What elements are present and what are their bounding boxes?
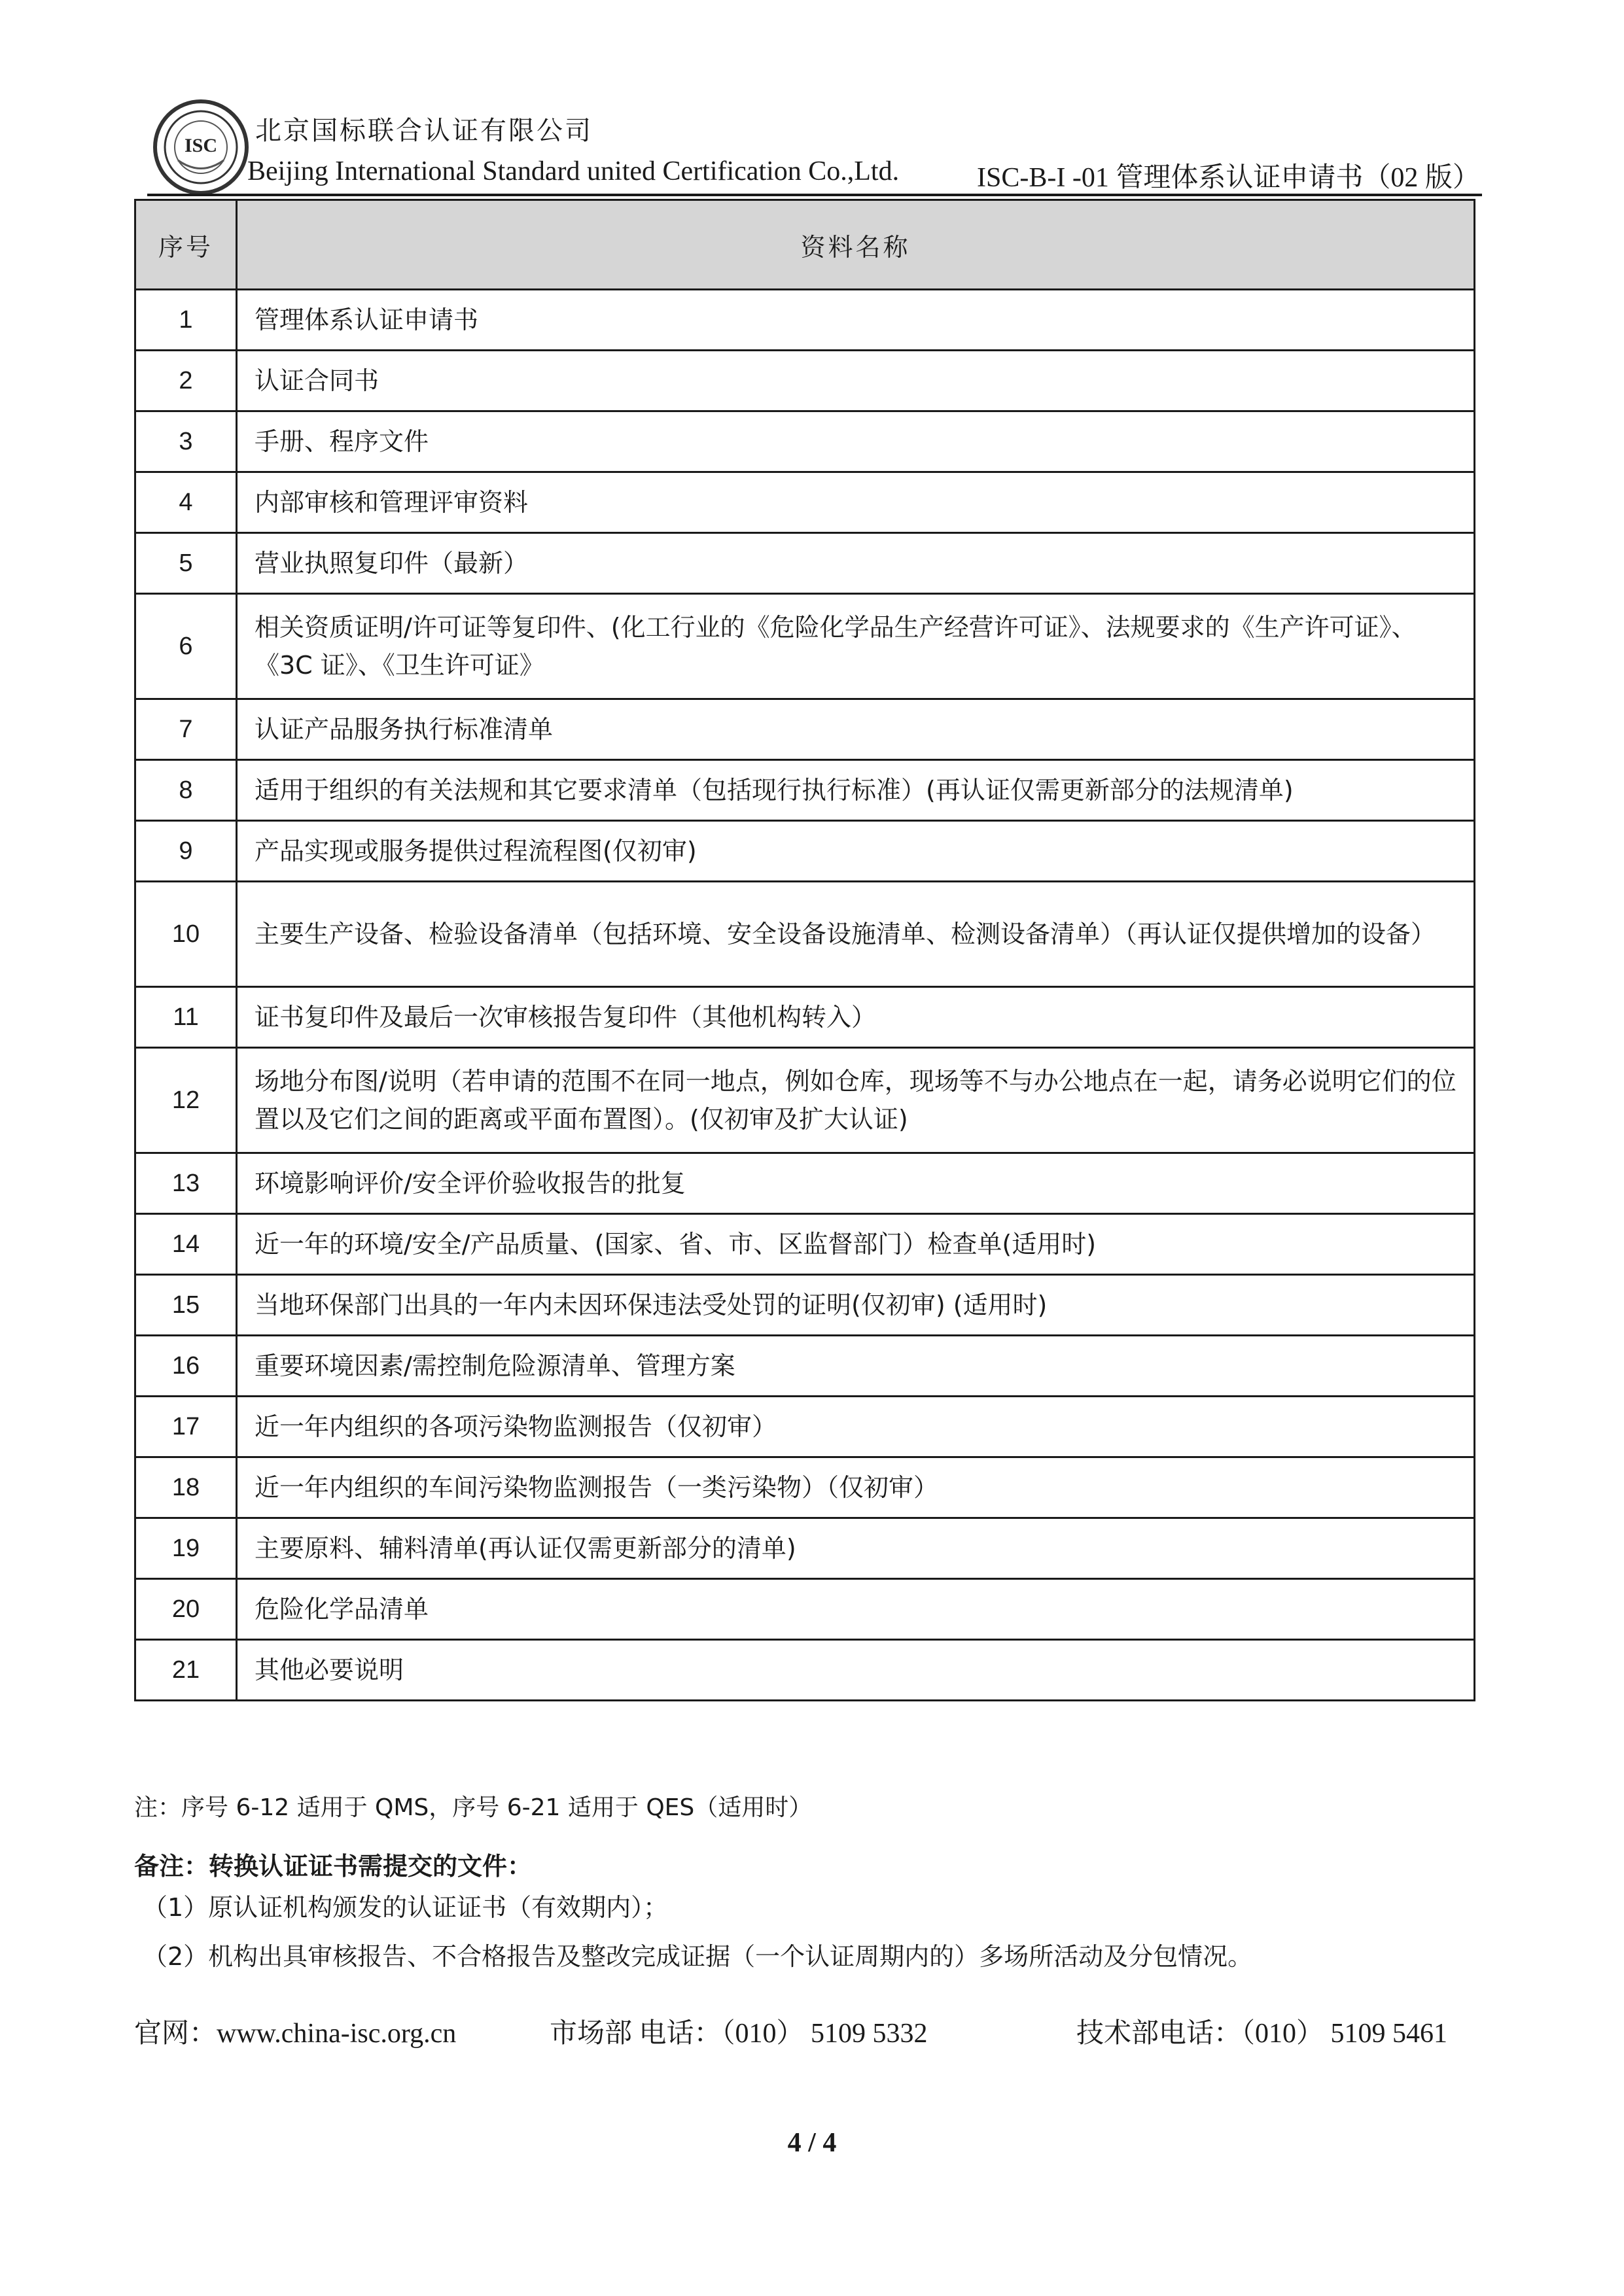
row-number: 12: [135, 1048, 237, 1153]
header-name: 资料名称: [237, 200, 1475, 290]
table-row: [135, 533, 1475, 594]
row-item-name: 适用于组织的有关法规和其它要求清单（包括现行执行标准）(再认证仅需更新部分的法规清单): [237, 760, 1475, 821]
row-number: 5: [135, 533, 237, 594]
footer-market-phone: 市场部 电话：（010） 5109 5332: [550, 2019, 928, 2049]
row-item-name: 证书复印件及最后一次审核报告复印件（其他机构转入）: [237, 987, 1475, 1048]
row-number: 13: [135, 1153, 237, 1214]
row-number: 21: [135, 1640, 237, 1701]
page-number: 4 / 4: [787, 2128, 837, 2158]
row-item-name: 其他必要说明: [237, 1640, 1475, 1701]
table-header-row: [135, 200, 1475, 290]
row-item-name: 营业执照复印件（最新）: [237, 533, 1475, 594]
row-number: 11: [135, 987, 237, 1048]
row-item-name: 相关资质证明/许可证等复印件、(化工行业的《危险化学品生产经营许可证》、法规要求的《生产许可证》、《3C 证》、《卫生许可证》: [237, 594, 1475, 699]
row-item-name: 场地分布图/说明（若申请的范围不在同一地点，例如仓库，现场等不与办公地点在一起，请务必说明它们的位置以及它们之间的距离或平面布置图）。(仅初审及扩大认证): [237, 1048, 1475, 1153]
header-no: 序号: [135, 200, 237, 290]
row-number: 16: [135, 1336, 237, 1397]
row-number: 2: [135, 351, 237, 411]
row-item-name: 近一年的环境/安全/产品质量、(国家、省、市、区监督部门）检查单(适用时): [237, 1214, 1475, 1275]
row-item-name: 产品实现或服务提供过程流程图(仅初审): [237, 821, 1475, 882]
row-number: 14: [135, 1214, 237, 1275]
table-row: [135, 699, 1475, 760]
row-number: 10: [135, 882, 237, 987]
table-row: [135, 1397, 1475, 1457]
row-item-name: 主要原料、辅料清单(再认证仅需更新部分的清单): [237, 1518, 1475, 1579]
row-item-name: 危险化学品清单: [237, 1579, 1475, 1640]
row-item-name: 认证产品服务执行标准清单: [237, 699, 1475, 760]
table-row: [135, 882, 1475, 987]
row-number: 7: [135, 699, 237, 760]
row-number: 1: [135, 290, 237, 351]
materials-table-container: [134, 199, 1475, 1701]
row-number: 3: [135, 411, 237, 472]
footer-website: 官网：www.china-isc.org.cn: [134, 2019, 457, 2049]
logo-text: ISC: [184, 135, 218, 156]
row-item-name: 重要环境因素/需控制危险源清单、管理方案: [237, 1336, 1475, 1397]
table-row: [135, 1457, 1475, 1518]
row-number: 18: [135, 1457, 237, 1518]
row-number: 17: [135, 1397, 237, 1457]
table-row: [135, 1640, 1475, 1701]
table-row: [135, 1275, 1475, 1336]
table-row: [135, 1153, 1475, 1214]
company-name-cn: 北京国标联合认证有限公司: [255, 116, 593, 146]
row-item-name: 管理体系认证申请书: [237, 290, 1475, 351]
table-row: [135, 1518, 1475, 1579]
row-item-name: 近一年内组织的车间污染物监测报告（一类污染物）（仅初审）: [237, 1457, 1475, 1518]
row-item-name: 当地环保部门出具的一年内未因环保违法受处罚的证明(仅初审) (适用时): [237, 1275, 1475, 1336]
row-number: 20: [135, 1579, 237, 1640]
row-item-name: 内部审核和管理评审资料: [237, 472, 1475, 533]
table-row: [135, 411, 1475, 472]
table-row: [135, 821, 1475, 882]
header-divider: [147, 194, 1482, 196]
remark-item: （1）原认证机构颁发的认证证书（有效期内）；: [143, 1893, 669, 1922]
table-row: [135, 987, 1475, 1048]
row-item-name: 手册、程序文件: [237, 411, 1475, 472]
table-row: [135, 760, 1475, 821]
company-name-en: Beijing International Standard united Certification Co.,Ltd.: [247, 156, 900, 186]
row-number: 9: [135, 821, 237, 882]
row-number: 15: [135, 1275, 237, 1336]
table-row: [135, 472, 1475, 533]
footer-tech-phone: 技术部电话：（010） 5109 5461: [1076, 2019, 1448, 2049]
row-number: 6: [135, 594, 237, 699]
row-item-name: 环境影响评价/安全评价验收报告的批复: [237, 1153, 1475, 1214]
document-title: ISC-B-I -01 管理体系认证申请书（02 版）: [977, 163, 1480, 193]
row-number: 19: [135, 1518, 237, 1579]
table-row: [135, 1579, 1475, 1640]
table-row: [135, 1336, 1475, 1397]
table-row: [135, 1214, 1475, 1275]
remark-item: （2）机构出具审核报告、不合格报告及整改完成证据（一个认证周期内的）多场所活动及分包情况。: [143, 1942, 1253, 1971]
table-row: [135, 351, 1475, 411]
company-logo: [152, 98, 250, 196]
row-number: 8: [135, 760, 237, 821]
table-row: [135, 1048, 1475, 1153]
applicability-note: 注：序号 6-12 适用于 QMS，序号 6-21 适用于 QES（适用时）: [134, 1794, 813, 1821]
row-item-name: 认证合同书: [237, 351, 1475, 411]
materials-table: [134, 199, 1475, 1701]
row-number: 4: [135, 472, 237, 533]
row-item-name: 主要生产设备、检验设备清单（包括环境、安全设备设施清单、检测设备清单）（再认证仅提供增加的设备）: [237, 882, 1475, 987]
table-row: [135, 594, 1475, 699]
remarks-title: 备注：转换认证证书需提交的文件：: [134, 1852, 533, 1881]
row-item-name: 近一年内组织的各项污染物监测报告（仅初审）: [237, 1397, 1475, 1457]
table-row: [135, 290, 1475, 351]
